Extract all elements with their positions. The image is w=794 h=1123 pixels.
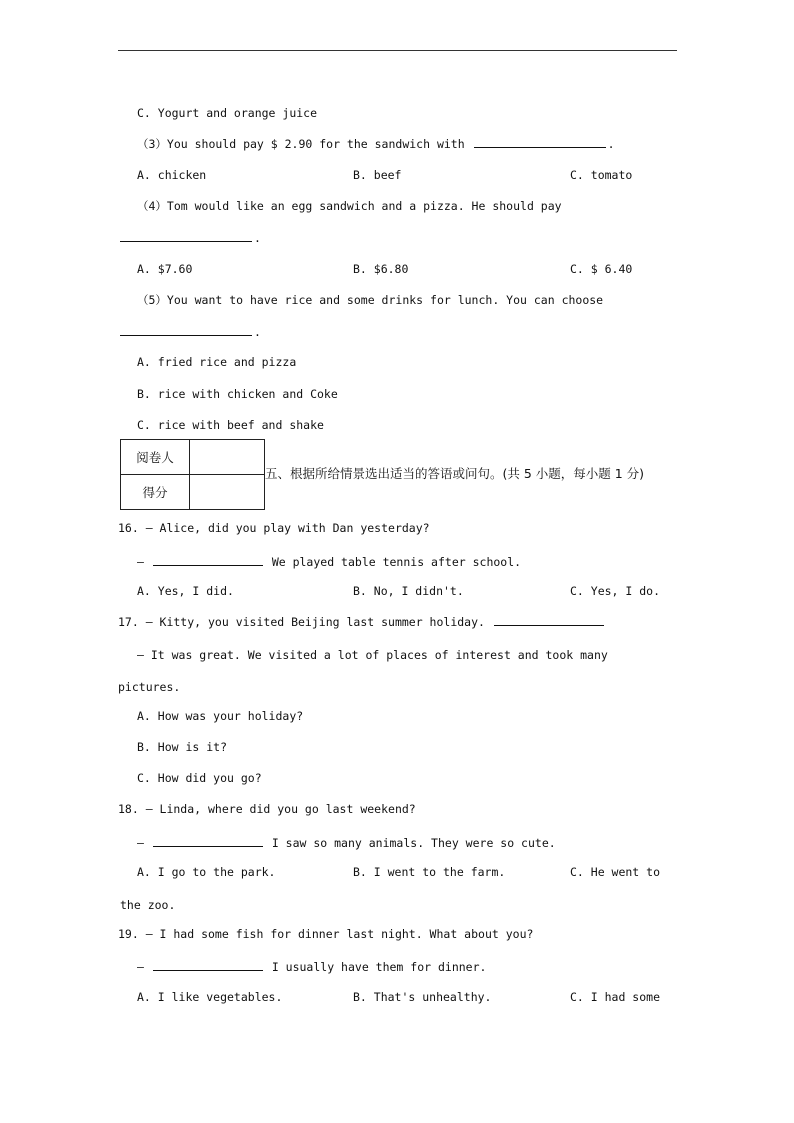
reviewer-cell[interactable]: [190, 440, 265, 475]
answer-blank[interactable]: [120, 230, 252, 242]
header-rule: [118, 50, 677, 51]
q18-reply: — I saw so many animals. They were so cute.: [137, 836, 556, 850]
q17-option-a: A. How was your holiday?: [137, 709, 304, 723]
q17-option-c: C. How did you go?: [137, 771, 262, 785]
q18-stem: 18. — Linda, where did you go last weekend?: [118, 802, 416, 816]
q16-option-c: C. Yes, I do.: [570, 584, 661, 598]
q18-option-c: C. He went to: [570, 865, 661, 879]
q15-3-stem: （3）You should pay $ 2.90 for the sandwich with .: [137, 137, 615, 151]
q18-option-c-cont: the zoo.: [120, 898, 176, 912]
q19-stem: 19. — I had some fish for dinner last night. What about you?: [118, 927, 534, 941]
q16-option-a: A. Yes, I did.: [137, 584, 234, 598]
answer-blank[interactable]: [153, 554, 263, 566]
q15-option-c: C. Yogurt and orange juice: [137, 106, 318, 120]
q15-5-stem: （5）You want to have rice and some drinks for lunch. You can choose: [137, 293, 604, 307]
q19-option-a: A. I like vegetables.: [137, 990, 283, 1004]
q15-4-option-c: C. $ 6.40: [570, 262, 633, 276]
score-label: 得分: [121, 475, 190, 510]
q17-stem: 17. — Kitty, you visited Beijing last summer holiday.: [118, 614, 606, 630]
q15-5-option-b: B. rice with chicken and Coke: [137, 387, 338, 401]
reviewer-label: 阅卷人: [121, 440, 190, 475]
q19-option-b: B. That's unhealthy.: [353, 990, 492, 1004]
q17-option-b: B. How is it?: [137, 740, 228, 754]
q15-4-blank-line: .: [118, 230, 261, 246]
q15-5-blank-line: .: [118, 324, 261, 340]
answer-blank[interactable]: [153, 835, 263, 847]
q16-option-b: B. No, I didn't.: [353, 584, 464, 598]
q15-4-stem: （4）Tom would like an egg sandwich and a pizza. He should pay: [137, 199, 562, 213]
q15-3-option-b: B. beef: [353, 168, 402, 182]
q16-reply: — We played table tennis after school.: [137, 555, 522, 569]
q15-3-option-c: C. tomato: [570, 168, 633, 182]
q18-option-b: B. I went to the farm.: [353, 865, 506, 879]
q15-5-option-a: A. fried rice and pizza: [137, 355, 297, 369]
q15-4-option-a: A. $7.60: [137, 262, 193, 276]
score-cell[interactable]: [190, 475, 265, 510]
score-box: [120, 439, 265, 510]
q15-3-option-a: A. chicken: [137, 168, 207, 182]
q19-reply: — I usually have them for dinner.: [137, 960, 487, 974]
q17-reply-cont: pictures.: [118, 680, 181, 694]
q17-reply: — It was great. We visited a lot of places of interest and took many: [137, 648, 608, 662]
answer-blank[interactable]: [120, 324, 252, 336]
q18-option-a: A. I go to the park.: [137, 865, 276, 879]
section5-title: 五、根据所给情景选出适当的答语或问句。(共 5 小题，每小题 1 分): [265, 466, 645, 481]
q16-stem: 16. — Alice, did you play with Dan yesterday?: [118, 521, 430, 535]
answer-blank[interactable]: [474, 136, 606, 148]
q15-5-option-c: C. rice with beef and shake: [137, 418, 324, 432]
q19-option-c: C. I had some: [570, 990, 661, 1004]
answer-blank[interactable]: [153, 959, 263, 971]
answer-blank[interactable]: [494, 614, 604, 626]
q15-4-option-b: B. $6.80: [353, 262, 409, 276]
